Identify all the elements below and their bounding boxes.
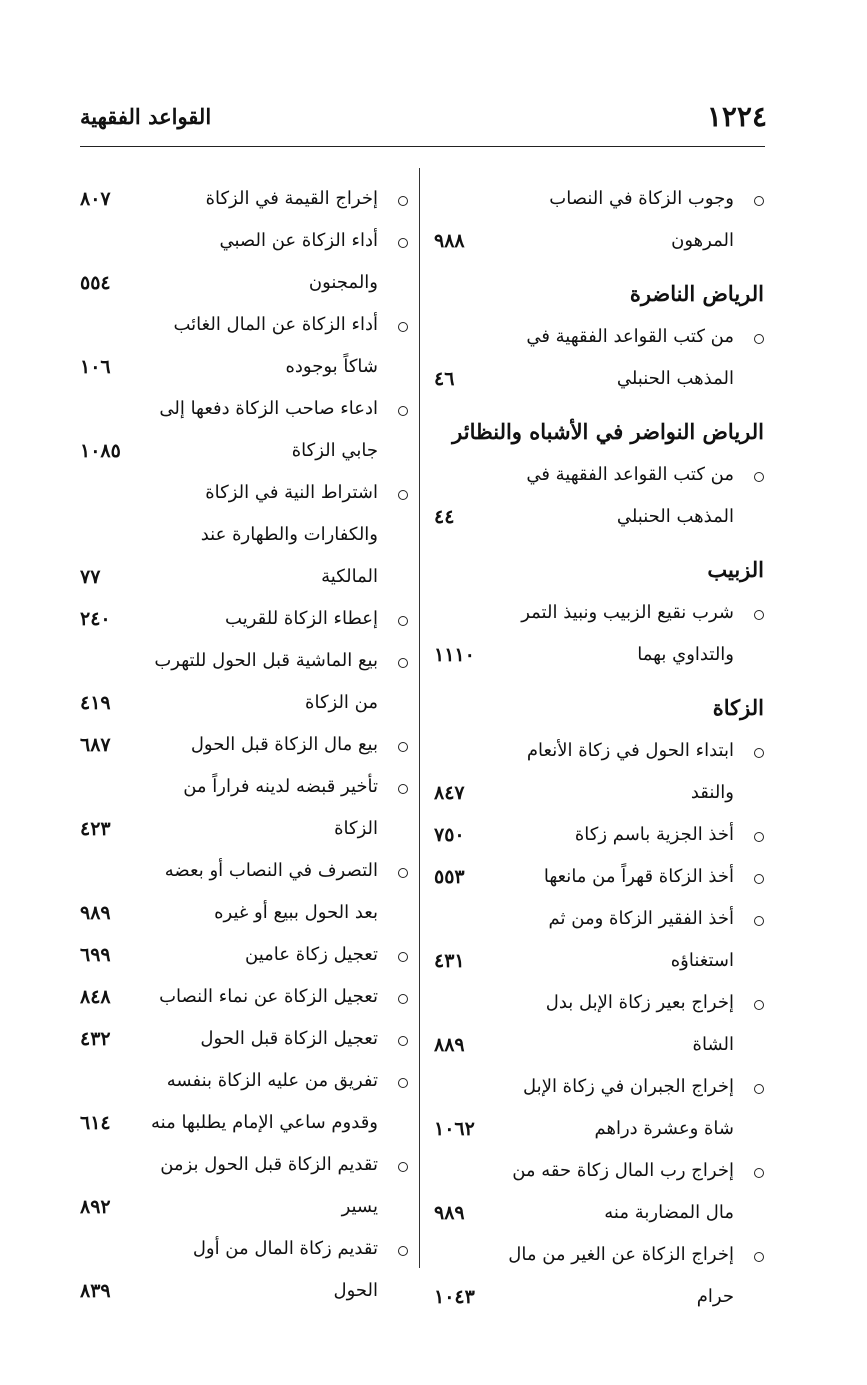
header-rule xyxy=(80,146,765,147)
entry-page-number: ١٠٨٥ xyxy=(80,440,121,462)
index-entry xyxy=(78,220,408,304)
entry-text: شرب نقيع الزبيب ونبيذ التمر xyxy=(521,602,734,623)
index-entry xyxy=(78,1228,408,1312)
entry-text: ابتداء الحول في زكاة الأنعام xyxy=(526,740,734,761)
index-entry xyxy=(432,316,764,400)
entry-text: التصرف في النصاب أو بعضه xyxy=(164,860,378,881)
entry-text: المرهون xyxy=(671,230,734,251)
index-entry xyxy=(78,598,408,640)
entry-text: اشتراط النية في الزكاة xyxy=(205,482,378,503)
index-entry xyxy=(78,724,408,766)
entry-text: شاة وعشرة دراهم xyxy=(594,1118,734,1139)
index-entry xyxy=(432,898,764,982)
index-entry xyxy=(432,1234,764,1318)
index-heading: الرياض الناضرة xyxy=(629,281,764,306)
entry-text: استغناؤه xyxy=(670,950,734,971)
entry-text: بيع الماشية قبل الحول للتهرب xyxy=(154,650,378,671)
index-entry xyxy=(432,178,764,262)
entry-text: تأخير قبضه لدينه فراراً من xyxy=(183,776,378,797)
entry-page-number: ٦٨٧ xyxy=(80,734,111,756)
entry-page-number: ١٠٤٣ xyxy=(434,1286,475,1308)
index-heading: الزبيب xyxy=(707,557,764,582)
entry-text: تقديم الزكاة قبل الحول بزمن xyxy=(160,1154,378,1175)
entry-text: بعد الحول ببيع أو غيره xyxy=(214,902,378,923)
index-entry xyxy=(432,592,764,676)
entry-page-number: ٤٣١ xyxy=(434,950,465,972)
entry-text: الشاة xyxy=(692,1034,734,1055)
index-entry xyxy=(432,454,764,538)
entry-page-number: ٤٣٢ xyxy=(80,1028,111,1050)
index-entry xyxy=(432,1150,764,1234)
entry-text: المذهب الحنبلي xyxy=(616,368,734,389)
entry-text: إخراج القيمة في الزكاة xyxy=(205,188,378,209)
entry-text: تفريق من عليه الزكاة بنفسه xyxy=(166,1070,378,1091)
column-divider xyxy=(419,168,420,1268)
entry-text: المذهب الحنبلي xyxy=(616,506,734,527)
index-heading: الزكاة xyxy=(712,695,764,720)
entry-page-number: ٧٧ xyxy=(80,566,101,588)
entry-page-number: ١٠٦٢ xyxy=(434,1118,475,1140)
index-entry xyxy=(78,388,408,472)
entry-text: تعجيل زكاة عامين xyxy=(245,944,378,965)
entry-text: جابي الزكاة xyxy=(291,440,378,461)
entry-page-number: ٨٤٧ xyxy=(434,782,465,804)
entry-page-number: ٤١٩ xyxy=(80,692,111,714)
index-entry xyxy=(78,1018,408,1060)
entry-page-number: ٥٥٣ xyxy=(434,866,465,888)
entry-text: إخراج الزكاة عن الغير من مال xyxy=(508,1244,734,1265)
index-entry xyxy=(78,976,408,1018)
entry-page-number: ٨٨٩ xyxy=(434,1034,465,1056)
index-entry xyxy=(78,304,408,388)
index-entry xyxy=(78,1144,408,1228)
entry-text: أخذ الفقير الزكاة ومن ثم xyxy=(548,908,734,929)
entry-text: الحول xyxy=(333,1280,378,1301)
entry-text: والمجنون xyxy=(308,272,378,293)
index-entry xyxy=(432,1066,764,1150)
entry-text: بيع مال الزكاة قبل الحول xyxy=(190,734,378,755)
entry-text: إخراج الجبران في زكاة الإبل xyxy=(523,1076,734,1097)
entry-text: حرام xyxy=(696,1286,734,1307)
entry-text: ادعاء صاحب الزكاة دفعها إلى xyxy=(159,398,378,419)
entry-text: أداء الزكاة عن الصبي xyxy=(219,230,378,251)
entry-text: من كتب القواعد الفقهية في xyxy=(526,464,734,485)
left-column xyxy=(78,178,408,1312)
entry-text: الزكاة xyxy=(334,818,378,839)
entry-page-number: ٨٩٢ xyxy=(80,1196,111,1218)
entry-text: يسير xyxy=(341,1196,378,1217)
right-column xyxy=(432,178,764,1318)
index-entry xyxy=(78,1060,408,1144)
entry-text: أداء الزكاة عن المال الغائب xyxy=(173,314,378,335)
entry-text: مال المضاربة منه xyxy=(604,1202,734,1223)
entry-page-number: ٦١٤ xyxy=(80,1112,111,1134)
entry-page-number: ٨٣٩ xyxy=(80,1280,111,1302)
entry-text: المالكية xyxy=(321,566,378,587)
entry-page-number: ١١١٠ xyxy=(434,644,475,666)
entry-page-number: ٩٨٩ xyxy=(434,1202,465,1224)
entry-text: إخراج بعير زكاة الإبل بدل xyxy=(545,992,734,1013)
entry-page-number: ٢٤٠ xyxy=(80,608,111,630)
index-entry xyxy=(432,856,764,898)
entry-text: تعجيل الزكاة قبل الحول xyxy=(200,1028,378,1049)
entry-text: تقديم زكاة المال من أول xyxy=(192,1238,378,1259)
index-entry xyxy=(78,472,408,598)
index-entry xyxy=(78,850,408,934)
entry-text: وقدوم ساعي الإمام يطلبها منه xyxy=(151,1112,378,1133)
entry-text: تعجيل الزكاة عن نماء النصاب xyxy=(159,986,378,1007)
entry-text: أخذ الجزية باسم زكاة xyxy=(574,824,734,845)
entry-page-number: ٩٨٩ xyxy=(80,902,111,924)
index-entry xyxy=(432,730,764,814)
entry-page-number: ٤٢٣ xyxy=(80,818,111,840)
entry-text: إخراج رب المال زكاة حقه من xyxy=(512,1160,734,1181)
entry-page-number: ٨٠٧ xyxy=(80,188,111,210)
entry-text: شاكاً بوجوده xyxy=(285,356,378,377)
entry-page-number: ٤٦ xyxy=(434,368,455,390)
entry-page-number: ٨٤٨ xyxy=(80,986,111,1008)
index-entry xyxy=(78,640,408,724)
entry-text: أخذ الزكاة قهراً من مانعها xyxy=(543,866,734,887)
page-number: ١٢٢٤ xyxy=(706,100,767,133)
entry-page-number: ٩٨٨ xyxy=(434,230,465,252)
entry-text: من كتب القواعد الفقهية في xyxy=(526,326,734,347)
entry-text: والتداوي بهما xyxy=(637,644,734,665)
index-entry xyxy=(78,178,408,220)
entry-text: والكفارات والطهارة عند xyxy=(200,524,378,545)
entry-text: والنقد xyxy=(690,782,734,803)
index-entry xyxy=(432,982,764,1066)
entry-page-number: ٥٥٤ xyxy=(80,272,111,294)
entry-page-number: ٤٤ xyxy=(434,506,455,528)
index-heading: الرياض النواضر في الأشباه والنظائر xyxy=(452,419,764,444)
entry-page-number: ٦٩٩ xyxy=(80,944,111,966)
index-entry xyxy=(432,814,764,856)
entry-text: من الزكاة xyxy=(305,692,378,713)
entry-text: وجوب الزكاة في النصاب xyxy=(549,188,734,209)
index-entry xyxy=(78,934,408,976)
page-header xyxy=(80,100,767,136)
running-title: القواعد الفقهية xyxy=(80,104,212,129)
entry-text: إعطاء الزكاة للقريب xyxy=(225,608,378,629)
index-entry xyxy=(78,766,408,850)
entry-page-number: ١٠٦ xyxy=(80,356,111,378)
entry-page-number: ٧٥٠ xyxy=(434,824,465,846)
